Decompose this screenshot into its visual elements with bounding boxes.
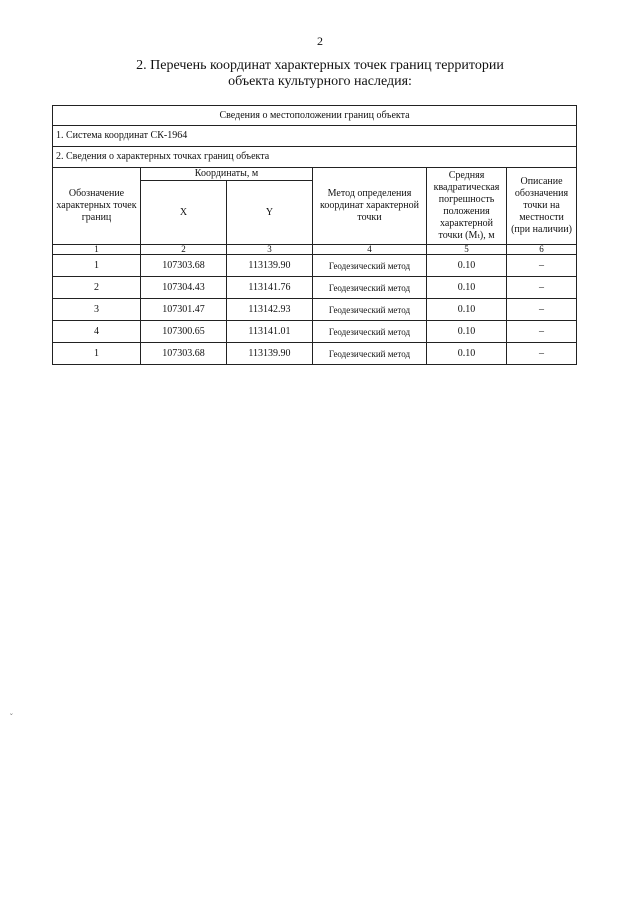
- header-x: X: [141, 181, 227, 245]
- error-cell: 0.10: [427, 321, 507, 343]
- points-info-row: [53, 147, 577, 168]
- header-error: Средняя квадратическая погрешность положения характерной точки (Mₜ), м: [427, 168, 507, 245]
- header-description: Описание обозначения точки на местности (при наличии): [507, 168, 577, 245]
- x-cell: 107303.68: [141, 343, 227, 365]
- coord-system-row: [53, 126, 577, 147]
- point-cell: 2: [53, 277, 141, 299]
- column-number: 3: [227, 245, 313, 255]
- heading-line-2: объекта культурного наследия:: [228, 74, 412, 89]
- y-cell: 113141.76: [227, 277, 313, 299]
- table-row: [53, 277, 577, 299]
- point-cell: 3: [53, 299, 141, 321]
- coord-system-cell: 1. Система координат СК-1964: [53, 126, 577, 147]
- column-number: 5: [427, 245, 507, 255]
- description-cell: –: [507, 321, 577, 343]
- point-cell: 4: [53, 321, 141, 343]
- column-number: 1: [53, 245, 141, 255]
- header-y: Y: [227, 181, 313, 245]
- description-cell: –: [507, 255, 577, 277]
- error-cell: 0.10: [427, 343, 507, 365]
- x-cell: 107303.68: [141, 255, 227, 277]
- error-cell: 0.10: [427, 277, 507, 299]
- table-row: [53, 255, 577, 277]
- table-title: Сведения о местоположении границ объекта: [53, 106, 577, 126]
- method-cell: Геодезический метод: [313, 255, 427, 277]
- x-cell: 107304.43: [141, 277, 227, 299]
- method-cell: Геодезический метод: [313, 321, 427, 343]
- point-cell: 1: [53, 343, 141, 365]
- stray-mark: ˘: [10, 712, 13, 721]
- header-point-designation: Обозначение характерных точек границ: [53, 168, 141, 245]
- x-cell: 107301.47: [141, 299, 227, 321]
- y-cell: 113142.93: [227, 299, 313, 321]
- column-number: 4: [313, 245, 427, 255]
- header-row-top: [53, 168, 577, 181]
- document-heading: [80, 58, 560, 90]
- points-info-cell: 2. Сведения о характерных точках границ объекта: [53, 147, 577, 168]
- table-row: [53, 321, 577, 343]
- error-cell: 0.10: [427, 299, 507, 321]
- y-cell: 113141.01: [227, 321, 313, 343]
- table-title-row: [53, 106, 577, 126]
- description-cell: –: [507, 277, 577, 299]
- table-row: [53, 343, 577, 365]
- column-number-row: [53, 245, 577, 255]
- description-cell: –: [507, 299, 577, 321]
- method-cell: Геодезический метод: [313, 299, 427, 321]
- x-cell: 107300.65: [141, 321, 227, 343]
- heading-line-1: 2. Перечень координат характерных точек границ территории: [136, 58, 504, 73]
- error-cell: 0.10: [427, 255, 507, 277]
- y-cell: 113139.90: [227, 255, 313, 277]
- table-row: [53, 299, 577, 321]
- method-cell: Геодезический метод: [313, 343, 427, 365]
- column-number: 2: [141, 245, 227, 255]
- method-cell: Геодезический метод: [313, 277, 427, 299]
- header-coordinates: Координаты, м: [141, 168, 313, 181]
- coordinates-table: [52, 105, 577, 365]
- y-cell: 113139.90: [227, 343, 313, 365]
- point-cell: 1: [53, 255, 141, 277]
- header-method: Метод определения координат характерной точки: [313, 168, 427, 245]
- description-cell: –: [507, 343, 577, 365]
- column-number: 6: [507, 245, 577, 255]
- page-number: 2: [317, 34, 323, 48]
